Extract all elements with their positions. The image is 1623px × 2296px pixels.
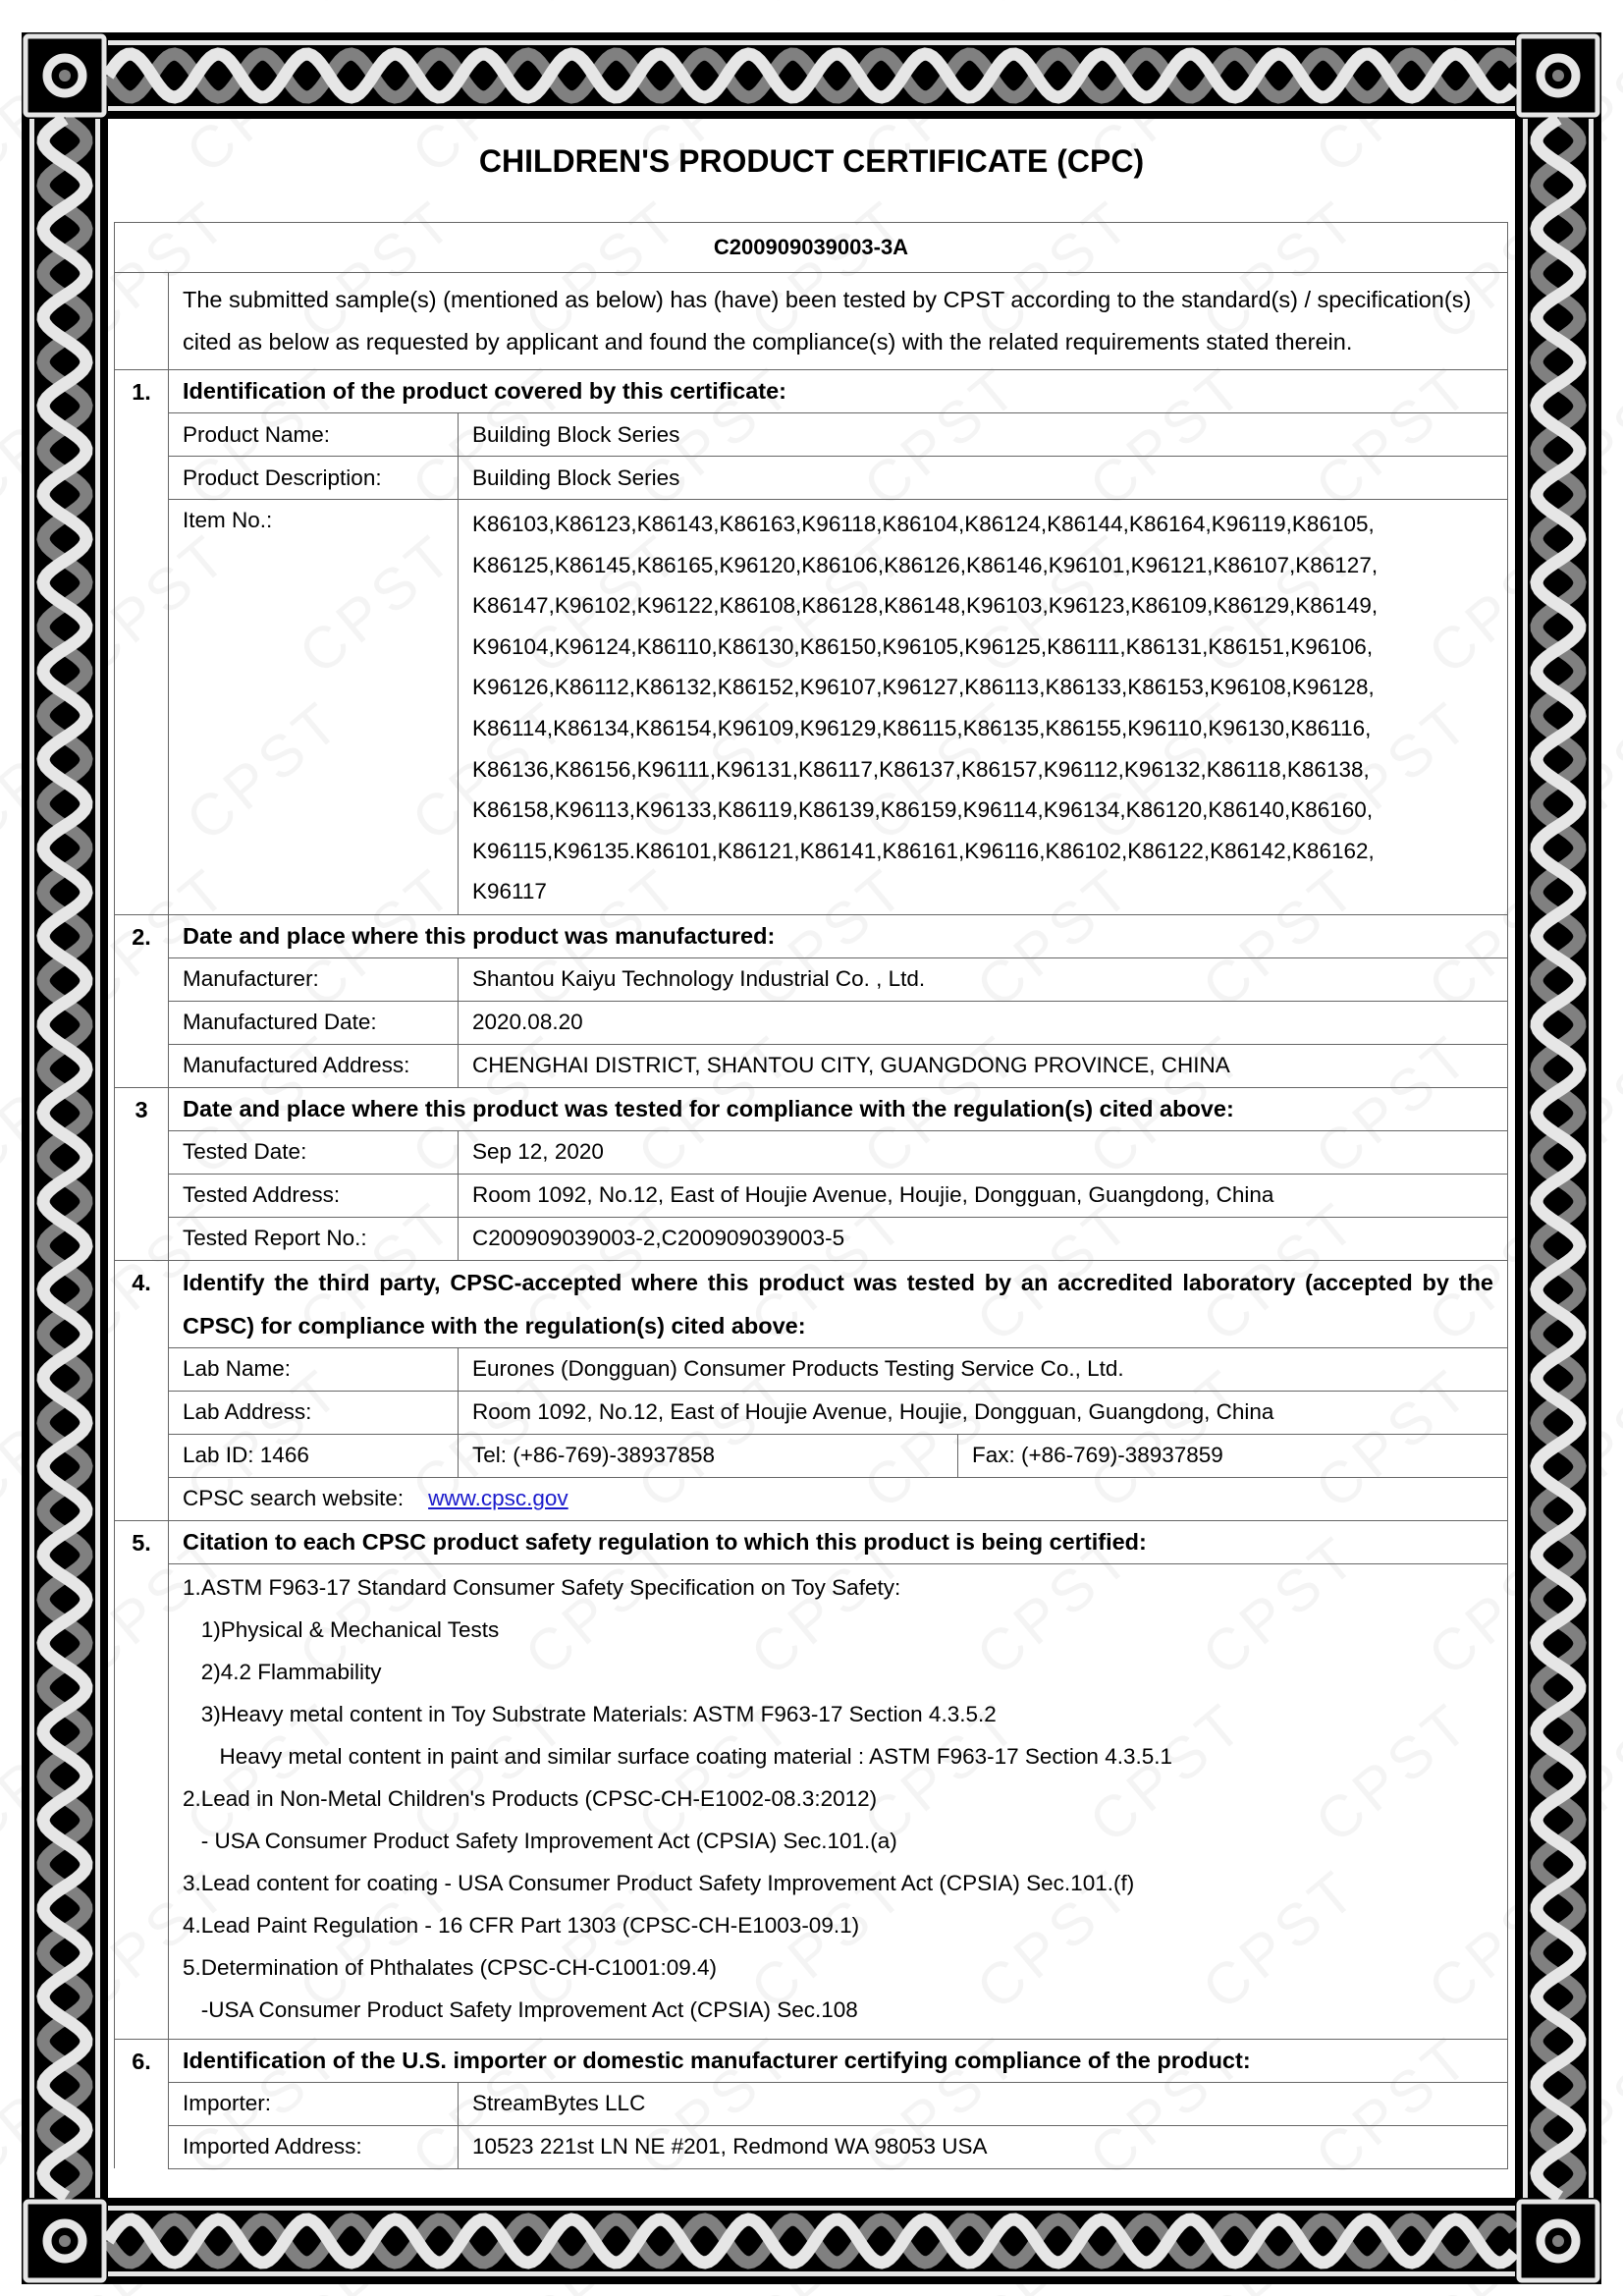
lab-name: Eurones (Dongguan) Consumer Products Testing Service Co., Ltd.	[459, 1347, 1508, 1391]
lab-id: Lab ID: 1466	[169, 1434, 459, 1477]
imported-address: 10523 221st LN NE #201, Redmond WA 98053 USA	[459, 2125, 1508, 2168]
product-name: Building Block Series	[459, 413, 1508, 457]
section-heading: Identification of the product covered by this certificate:	[169, 370, 1508, 413]
importer: StreamBytes LLC	[459, 2082, 1508, 2125]
section-heading: Identify the third party, CPSC-accepted where this product was tested by an accredited laboratory (accepted by the CPSC) for compliance with the regulation(s) cited above:	[169, 1260, 1508, 1347]
edge-line	[108, 2206, 1515, 2211]
corner-dot-icon	[1552, 70, 1564, 82]
section-number: 6.	[115, 2039, 169, 2168]
product-description: Building Block Series	[459, 457, 1508, 500]
section-number: 2.	[115, 914, 169, 1087]
corner-dot-icon	[59, 70, 71, 82]
field-label: Lab Name:	[169, 1347, 459, 1391]
field-label: Manufacturer:	[169, 957, 459, 1001]
field-label: Tested Report No.:	[169, 1217, 459, 1260]
item-numbers: K86103,K86123,K86143,K86163,K96118,K86104,K86124,K86144,K86164,K96119,K86105, K86125,K86145,K86165,K96120,K86106,K86126,K86146,K96101,K96121,K86107,K86127, K86147,K96102,K96122,K86108,K86128,K86148,K96103,K96123,K86109,K86129,K86149, K96104,K96124,K86110,K86130,K86150,K96105,K96125,K86111,K86131,K86151,K96106, K96126,K86112,K86132,K86152,K96107,K96127,K86113,K86133,K86153,K96108,K96128, K86114,K86134,K86154,K96109,K96129,K86115,K86135,K86155,K96110,K96130,K86116, K86136,K86156,K96111,K96131,K86117,K86137,K86157,K96112,K96132,K86118,K86138, K86158,K96113,K96133,K86119,K86139,K86159,K96114,K96134,K86120,K86140,K86160, K96115,K96135.K86101,K86121,K86141,K86161,K96116,K86102,K86122,K86142,K86162, K96117	[459, 500, 1508, 915]
lab-address: Room 1092, No.12, East of Houjie Avenue, Houjie, Dongguan, Guangdong, China	[459, 1391, 1508, 1434]
edge-line	[1523, 119, 1528, 2198]
manufacturer: Shantou Kaiyu Technology Industrial Co. , Ltd.	[459, 957, 1508, 1001]
section-number: 5.	[115, 1520, 169, 2039]
field-label: Manufactured Address:	[169, 1044, 459, 1087]
border-left	[22, 32, 108, 2284]
section-heading: Date and place where this product was manufactured:	[169, 914, 1508, 957]
edge-line	[108, 40, 1515, 45]
field-label: Importer:	[169, 2082, 459, 2125]
tested-date: Sep 12, 2020	[459, 1130, 1508, 1174]
intro-statement: The submitted sample(s) (mentioned as below) has (have) been tested by CPST according to the standard(s) / specification(s) cited as below as requested by applicant and found the compliance(s) with the related requirements stated therein.	[169, 273, 1508, 370]
field-label: Tested Address:	[169, 1174, 459, 1217]
field-label: Manufactured Date:	[169, 1001, 459, 1044]
edge-line	[108, 2271, 1515, 2276]
cpsc-search-label: CPSC search website:	[183, 1486, 405, 1511]
section-heading: Date and place where this product was tested for compliance with the regulation(s) cited above:	[169, 1087, 1508, 1130]
section-number: 4.	[115, 1260, 169, 1520]
lab-tel: Tel: (+86-769)-38937858	[459, 1434, 958, 1477]
field-label: Imported Address:	[169, 2125, 459, 2168]
border-right	[1515, 32, 1601, 2284]
corner-dot-icon	[59, 2235, 71, 2247]
certificate-number: C200909039003-3A	[115, 223, 1508, 273]
field-label: Lab Address:	[169, 1391, 459, 1434]
field-label: Product Description:	[169, 457, 459, 500]
section-heading: Identification of the U.S. importer or domestic manufacturer certifying compliance of the product:	[169, 2039, 1508, 2082]
corner-dot-icon	[1552, 2235, 1564, 2247]
field-label: Product Name:	[169, 413, 459, 457]
edge-line	[29, 119, 34, 2198]
tested-address: Room 1092, No.12, East of Houjie Avenue, Houjie, Dongguan, Guangdong, China	[459, 1174, 1508, 1217]
manufactured-date: 2020.08.20	[459, 1001, 1508, 1044]
regulation-citations: 1.ASTM F963-17 Standard Consumer Safety Specification on Toy Safety: 1)Physical & Mechanical Tests 2)4.2 Flammability 3)Heavy metal content in Toy Substrate Materials: ASTM F963-17 Section 4.3.5.2 Heavy metal content in paint and similar surface coating material : ASTM F963-17 Section 4.3.5.1 2.Lead in Non-Metal Children's Products (CPSC-CH-E1002-08.3:2012) - USA Consumer Product Safety Improvement Act (CPSIA) Sec.101.(a) 3.Lead content for coating - USA Consumer Product Safety Improvement Act (CPSIA) Sec.101.(f) 4.Lead Paint Regulation - 16 CFR Part 1303 (CPSC-CH-E1003-09.1) 5.Determination of Phthalates (CPSC-CH-C1001:09.4) -USA Consumer Product Safety Improvement Act (CPSIA) Sec.108	[169, 1563, 1508, 2039]
edge-line	[1589, 119, 1594, 2198]
field-label: Item No.:	[169, 500, 459, 915]
section-heading: Citation to each CPSC product safety regulation to which this product is being certified:	[169, 1520, 1508, 1563]
tested-report-no: C200909039003-2,C200909039003-5	[459, 1217, 1508, 1260]
cpsc-website-link[interactable]: www.cpsc.gov	[428, 1486, 568, 1511]
edge-line	[95, 119, 100, 2198]
edge-line	[108, 106, 1515, 111]
section-number: 1.	[115, 370, 169, 915]
page-title: CHILDREN'S PRODUCT CERTIFICATE (CPC)	[478, 143, 1145, 179]
section-number: 3	[115, 1087, 169, 1260]
manufactured-address: CHENGHAI DISTRICT, SHANTOU CITY, GUANGDONG PROVINCE, CHINA	[459, 1044, 1508, 1087]
field-label: Tested Date:	[169, 1130, 459, 1174]
lab-fax: Fax: (+86-769)-38937859	[958, 1434, 1508, 1477]
